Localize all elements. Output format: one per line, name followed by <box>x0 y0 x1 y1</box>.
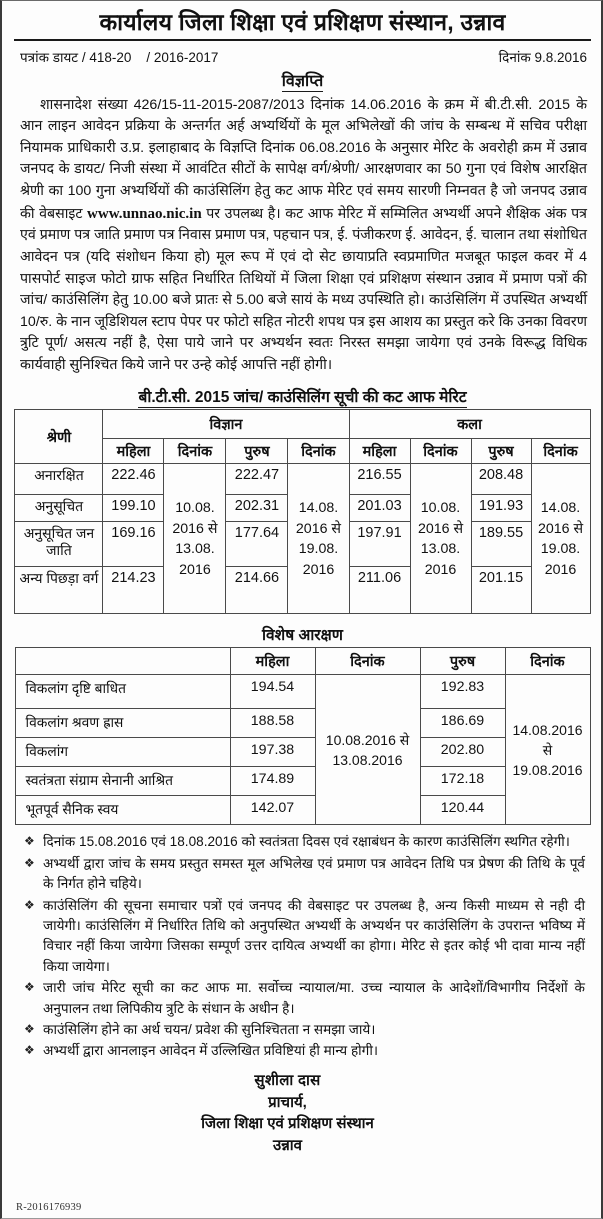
issue-date: दिनांक 9.8.2016 <box>498 49 587 65</box>
sci-female-score: 214.23 <box>103 567 164 614</box>
arts-male-score: 191.93 <box>471 495 531 522</box>
th-arts-male: पुरुष <box>471 439 531 464</box>
sci-female-score: 199.10 <box>103 495 164 522</box>
male-score: 120.44 <box>420 796 505 825</box>
sci-male-score: 202.31 <box>226 495 288 522</box>
male-score: 172.18 <box>420 767 505 796</box>
reservation-label: विकलांग दृष्टि बाधित <box>15 675 230 709</box>
th-female-date: दिनांक <box>315 648 420 675</box>
table1-title <box>14 385 591 407</box>
table-row <box>15 675 590 709</box>
th-sci-male-date: दिनांक <box>288 439 349 464</box>
sci-male-score: 214.66 <box>226 567 288 614</box>
list-item <box>24 854 585 895</box>
sci-male-score: 222.47 <box>226 464 288 495</box>
page-title: कार्यालय जिला शिक्षा एवं प्रशिक्षण संस्थान, उन्नाव <box>14 8 591 41</box>
footer-reference-code: R-2016176939 <box>16 1202 82 1213</box>
signatory-designation: प्राचार्य, <box>268 1093 307 1111</box>
signatory-name: सुशीला दास <box>254 1071 321 1089</box>
reference-number: पत्रांक डायट / 418-20 / 2016-2017 <box>20 49 219 65</box>
notes-list <box>24 832 585 1061</box>
male-score: 192.83 <box>420 675 505 709</box>
th-vigyan: विज्ञान <box>103 410 349 439</box>
table-row <box>15 796 590 825</box>
table-row <box>15 464 590 495</box>
note-text: काउंसिलिंग की सूचना समाचार पत्रों एवं जनपद की वेबसाइट पर उपलब्ध है, अन्य किसी माध्यम से नही दी जायेगी। काउंसिलिंग में निर्धारित तिथि को अनुपस्थित अभ्यर्थी के अभ्यर्थन पर काउंसिलिंग के उपरान्त भविष्य में विचार नहीं किया जायेगा जिसका सम्पूर्ण उत्तर दायित्व अभ्यर्थी का होगा। मेरिट से इतर कोई भी दावा मान्य नहीं किया जायेगा। <box>43 897 585 974</box>
arts-female-score: 201.03 <box>349 495 410 522</box>
list-item <box>24 1020 585 1040</box>
category-label: अनारक्षित <box>15 464 103 495</box>
signatory-place: उन्नाव <box>273 1137 302 1155</box>
bullet-diamond-icon: ❖ <box>24 980 35 995</box>
female-daterange: 10.08.2016 से 13.08.2016 <box>315 675 420 825</box>
female-score: 174.89 <box>230 767 315 796</box>
table-row <box>15 738 590 767</box>
bullet-diamond-icon: ❖ <box>24 1043 35 1058</box>
reference-row <box>14 48 591 66</box>
th-arts-male-date: दिनांक <box>531 439 590 464</box>
male-score: 202.80 <box>420 738 505 767</box>
bullet-diamond-icon: ❖ <box>24 897 35 912</box>
th-blank <box>15 648 230 675</box>
signature-block <box>14 1070 591 1157</box>
table2-title-text: विशेष आरक्षण <box>262 627 343 645</box>
table1-title-text: बी.टी.सी. 2015 जांच/ काउंसिलिंग सूची की कट आफ मेरिट <box>138 389 467 407</box>
th-kala: कला <box>349 410 590 439</box>
male-score: 186.69 <box>420 709 505 738</box>
notice-body-paragraph <box>20 95 587 377</box>
table2-title <box>14 623 591 645</box>
sci-male-daterange: 14.08. 2016 से 19.08. 2016 <box>288 464 349 614</box>
sci-female-score: 169.16 <box>103 522 164 567</box>
th-arts-female: महिला <box>349 439 410 464</box>
sci-female-score: 222.46 <box>103 464 164 495</box>
table-row <box>15 709 590 738</box>
th-sci-female-date: दिनांक <box>164 439 226 464</box>
signatory-office: जिला शिक्षा एवं प्रशिक्षण संस्थान <box>201 1115 374 1133</box>
paragraph-part-2: पर उपलब्ध है। कट आफ मेरिट में सम्मिलित अभ्यर्थी अपने शैक्षिक अंक पत्र एवं प्रमाण पत्र जाति प्रमाण पत्र निवास प्रमाण पत्र, पहचान पत्र, ई. पंजीकरण ई. आवेदन, ई. चालान तथा संशोधित आवेदन पत्र (यदि संशोधन किया हो) मूल रूप में एवं दो सेट छायाप्रति स्वप्रमाणित मजबूत फाइल कवर में 4 पासपोर्ट साइज फोटो ग्राफ सहित निर्धारित तिथियों में जिला शिक्षा एवं प्रशिक्षण संस्थान उन्नाव में प्रमाण पत्रों की जांच/ काउंसिलिंग हेतु 10.00 बजे प्रातः से 5.00 बजे सायं के मध्य उपस्थिति हो। काउंसिलिंग में उपस्थित अभ्यर्थी 10/रु. के नान जूडिशियल स्टाप पेपर पर फोटो सहित नोटरी शपथ पत्र इस आशय का प्रस्तुत करे कि उनका विवरण त्रुटि पूर्ण/ असत्य नहीं है, ऐसा पाये जाने पर अभ्यर्थन स्वतः निरस्त समझा जायेगा एवं उनके विरूद्ध विधिक कार्यवाही सुनिश्चित किये जाने पर उन्हे कोई आपत्ति नहीं होगी। <box>20 205 588 373</box>
arts-male-score: 201.15 <box>471 567 531 614</box>
list-item <box>24 1041 585 1061</box>
female-score: 197.38 <box>230 738 315 767</box>
sci-male-score: 177.64 <box>226 522 288 567</box>
list-item <box>24 832 585 852</box>
list-item <box>24 896 585 978</box>
category-label: अनुसूचित <box>15 495 103 522</box>
reservation-label: विकलांग श्रवण ह्रास <box>15 709 230 738</box>
notice-heading-text: विज्ञप्ति <box>281 72 324 90</box>
arts-female-score: 211.06 <box>349 567 410 614</box>
th-sci-male: पुरुष <box>226 439 288 464</box>
reservation-label: विकलांग <box>15 738 230 767</box>
female-score: 194.54 <box>230 675 315 709</box>
bullet-diamond-icon: ❖ <box>24 1022 35 1036</box>
th-sci-female: महिला <box>103 439 164 464</box>
bullet-diamond-icon: ❖ <box>24 855 35 870</box>
note-text: दिनांक 15.08.2016 एवं 18.08.2016 को स्वतंत्रता दिवस एवं रक्षाबंधन के कारण काउंसिलिंग स्थगित रहेगी। <box>43 834 570 850</box>
female-score: 142.07 <box>230 796 315 825</box>
table2-header-row <box>15 648 590 675</box>
website-url[interactable]: www.unnao.nic.in <box>87 205 202 222</box>
female-score: 188.58 <box>230 709 315 738</box>
notice-heading <box>14 69 591 91</box>
table-row <box>15 767 590 796</box>
th-male: पुरुष <box>420 648 505 675</box>
arts-male-score: 189.55 <box>471 522 531 567</box>
th-arts-female-date: दिनांक <box>410 439 471 464</box>
reservation-label: स्वतंत्रता संग्राम सेनानी आश्रित <box>15 767 230 796</box>
note-text: अभ्यर्थी द्वारा आनलाइन आवेदन में उल्लिखित प्रविष्टियां ही मान्य होगी। <box>43 1043 379 1059</box>
paragraph-part-1: शासनादेश संख्या 426/15-11-2015-2087/2013 दिनांक 14.06.2016 के क्रम में बी.टी.सी. 2015 के आन लाइन आवेदन प्रक्रिया के अन्तर्गत अर्ह अभ्यर्थियों के मूल अभिलेखों की जांच के सम्बन्ध में सचिव परीक्षा नियामक प्राधिकारी उ.प्र. इलाहाबाद के विज्ञप्ति दिनांक 06.08.2016 के अनुसार मेरिट के अवरोही क्रम में उन्नाव जनपद के डायट/ निजी संस्था में आवंटित सीटों के सापेक्ष वर्ग/श्रेणी/ आरक्षणवार का 50 गुना एवं विशेष आरक्षित श्रेणी का 100 गुना अभ्यर्थियों की काउंसिलिंग हेतु कट आफ मेरिट एवं समय सारणी निम्नवत है जो जनपद उन्नाव की वेबसाइट <box>20 96 587 222</box>
note-text: जारी जांच मेरिट सूची का कट आफ मा. सर्वोच्च न्यायाल/मा. उच्च न्यायाल के आदेशों/विभागीय निर्देशों के अनुपालन तथा लिपिकीय त्रुटि के संधान के अधीन है। <box>43 980 585 1016</box>
th-shreni: श्रेणी <box>15 410 103 464</box>
bullet-diamond-icon: ❖ <box>24 834 35 849</box>
reservation-label: भूतपूर्व सैनिक स्वय <box>15 796 230 825</box>
list-item <box>24 978 585 1019</box>
category-label: अनुसूचित जन जाति <box>15 522 103 567</box>
arts-female-daterange: 10.08. 2016 से 13.08. 2016 <box>410 464 471 614</box>
cutoff-merit-table <box>14 409 590 614</box>
arts-male-score: 208.48 <box>471 464 531 495</box>
sci-female-daterange: 10.08. 2016 से 13.08. 2016 <box>164 464 226 614</box>
table-header-row-1 <box>15 410 590 439</box>
note-text: अभ्यर्थी द्वारा जांच के समय प्रस्तुत समस्त मूल अभिलेख एवं प्रमाण पत्र आवेदन तिथि पत्र प्रेषण की तिथि के पूर्व के निर्गत होने चहिये। <box>43 855 585 892</box>
th-male-date: दिनांक <box>505 648 590 675</box>
male-daterange: 14.08.2016 से 19.08.2016 <box>505 675 590 825</box>
arts-female-score: 216.55 <box>349 464 410 495</box>
th-female: महिला <box>230 648 315 675</box>
category-label: अन्य पिछड़ा वर्ग <box>15 567 103 614</box>
special-reservation-table <box>15 647 591 825</box>
note-text: काउंसिलिंग होने का अर्थ चयन/ प्रवेश की सुनिश्चितता न समझा जाये। <box>43 1022 376 1037</box>
arts-male-daterange: 14.08. 2016 से 19.08. 2016 <box>531 464 590 614</box>
arts-female-score: 197.91 <box>349 522 410 567</box>
